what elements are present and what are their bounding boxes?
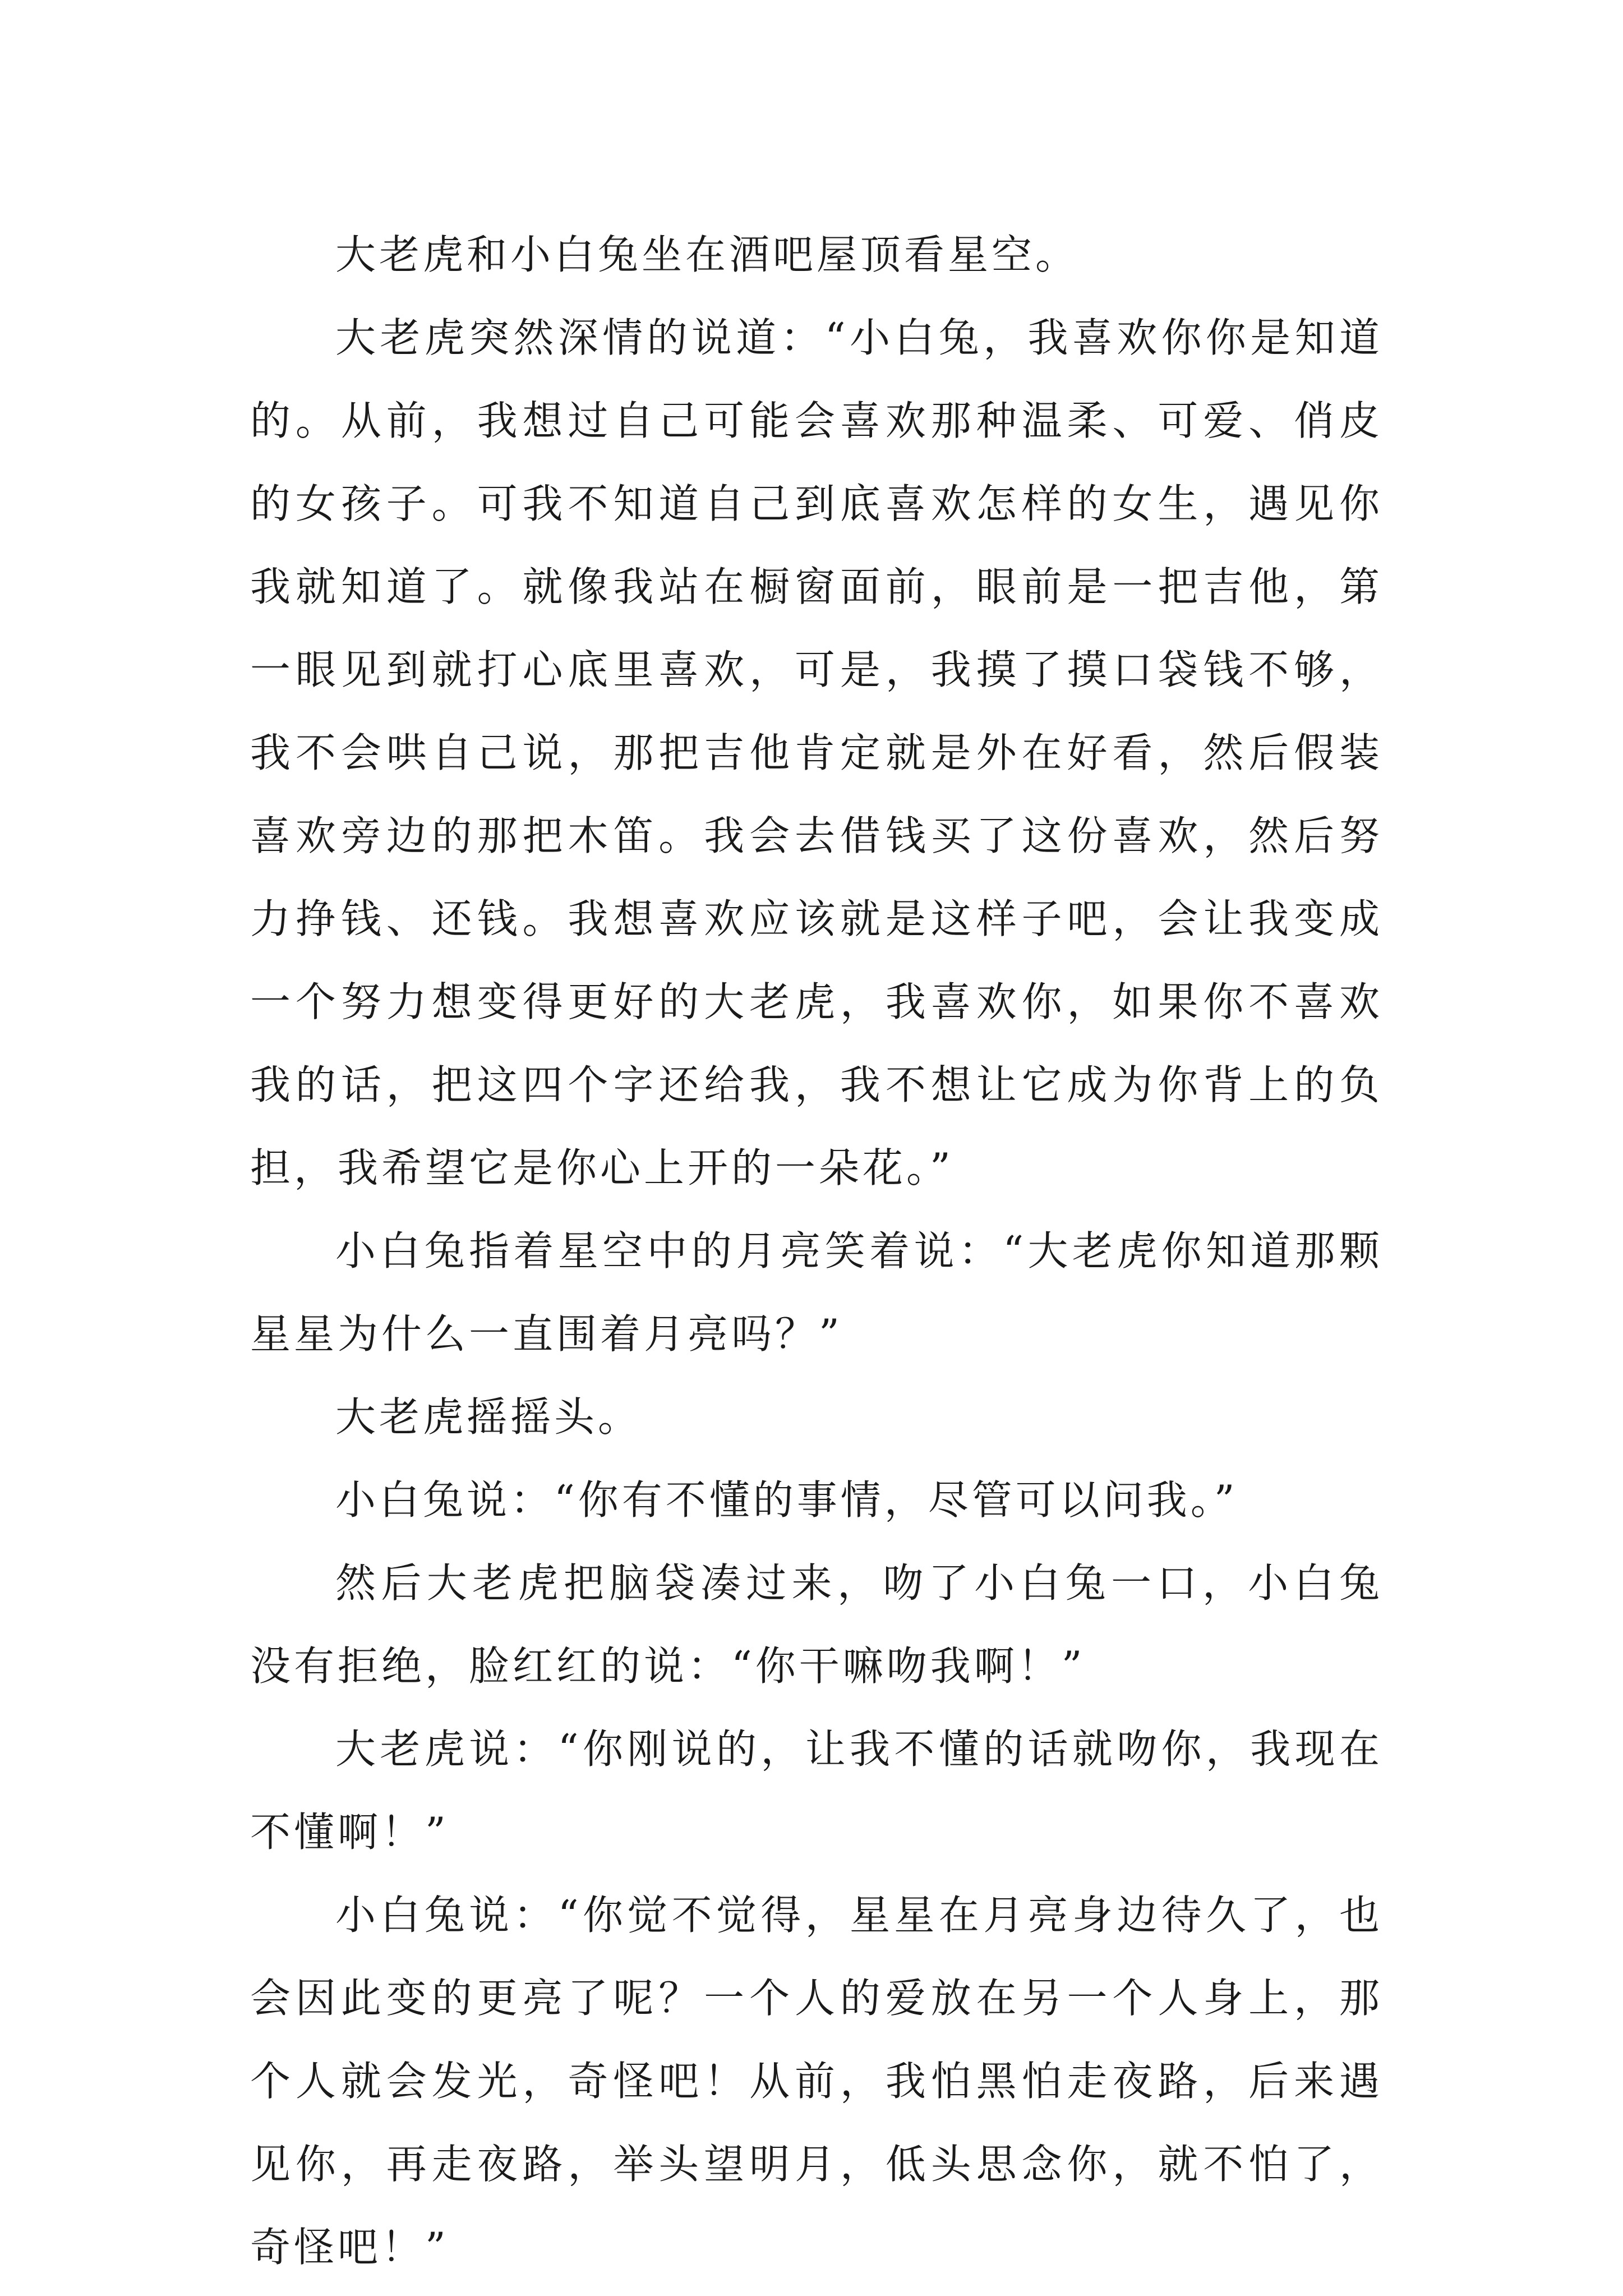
paragraph-3: 小白兔指着星空中的月亮笑着说：“大老虎你知道那颗星星为什么一直围着月亮吗？” — [250, 1227, 1383, 1358]
paragraph-4: 大老虎摇摇头。 — [335, 1393, 642, 1441]
paragraph-5: 小白兔说：“你有不懂的事情，尽管可以问我。” — [335, 1476, 1238, 1524]
paragraph-6: 然后大老虎把脑袋凑过来，吻了小白兔一口，小白兔没有拒绝，脸红红的说：“你干嘛吻我啊！” — [250, 1559, 1383, 1690]
paragraph-7: 大老虎说：“你刚说的，让我不懂的话就吻你，我现在不懂啊！” — [250, 1726, 1383, 1856]
paragraph-1: 大老虎和小白兔坐在酒吧屋顶看星空。 — [335, 231, 1080, 278]
paragraph-2: 大老虎突然深情的说道：“小白兔，我喜欢你你是知道的。从前，我想过自己可能会喜欢那种温柔、可爱、俏皮的女孩子。可我不知道自己到底喜欢怎样的女生，遇见你我就知道了。就像我站在橱窗面前，眼前是一把吉他，第一眼见到就打心底里喜欢，可是，我摸了摸口袋钱不够，我不会哄自己说，那把吉他肯定就是外在好看，然后假装喜欢旁边的那把木笛。我会去借钱买了这份喜欢，然后努力挣钱、还钱。我想喜欢应该就是这样子吧，会让我变成一个努力想变得更好的大老虎，我喜欢你，如果你不喜欢我的话，把这四个字还给我，我不想让它成为你背上的负担，我希望它是你心上开的一朵花。” — [250, 314, 1383, 1191]
paragraph-8: 小白兔说：“你觉不觉得，星星在月亮身边待久了，也会因此变的更亮了呢？一个人的爱放在另一个人身上，那个人就会发光，奇怪吧！从前，我怕黑怕走夜路，后来遇见你，再走夜路，举头望明月，低头思念你，就不怕了，奇怪吧！” — [250, 1892, 1383, 2271]
document-body — [250, 213, 1383, 2289]
